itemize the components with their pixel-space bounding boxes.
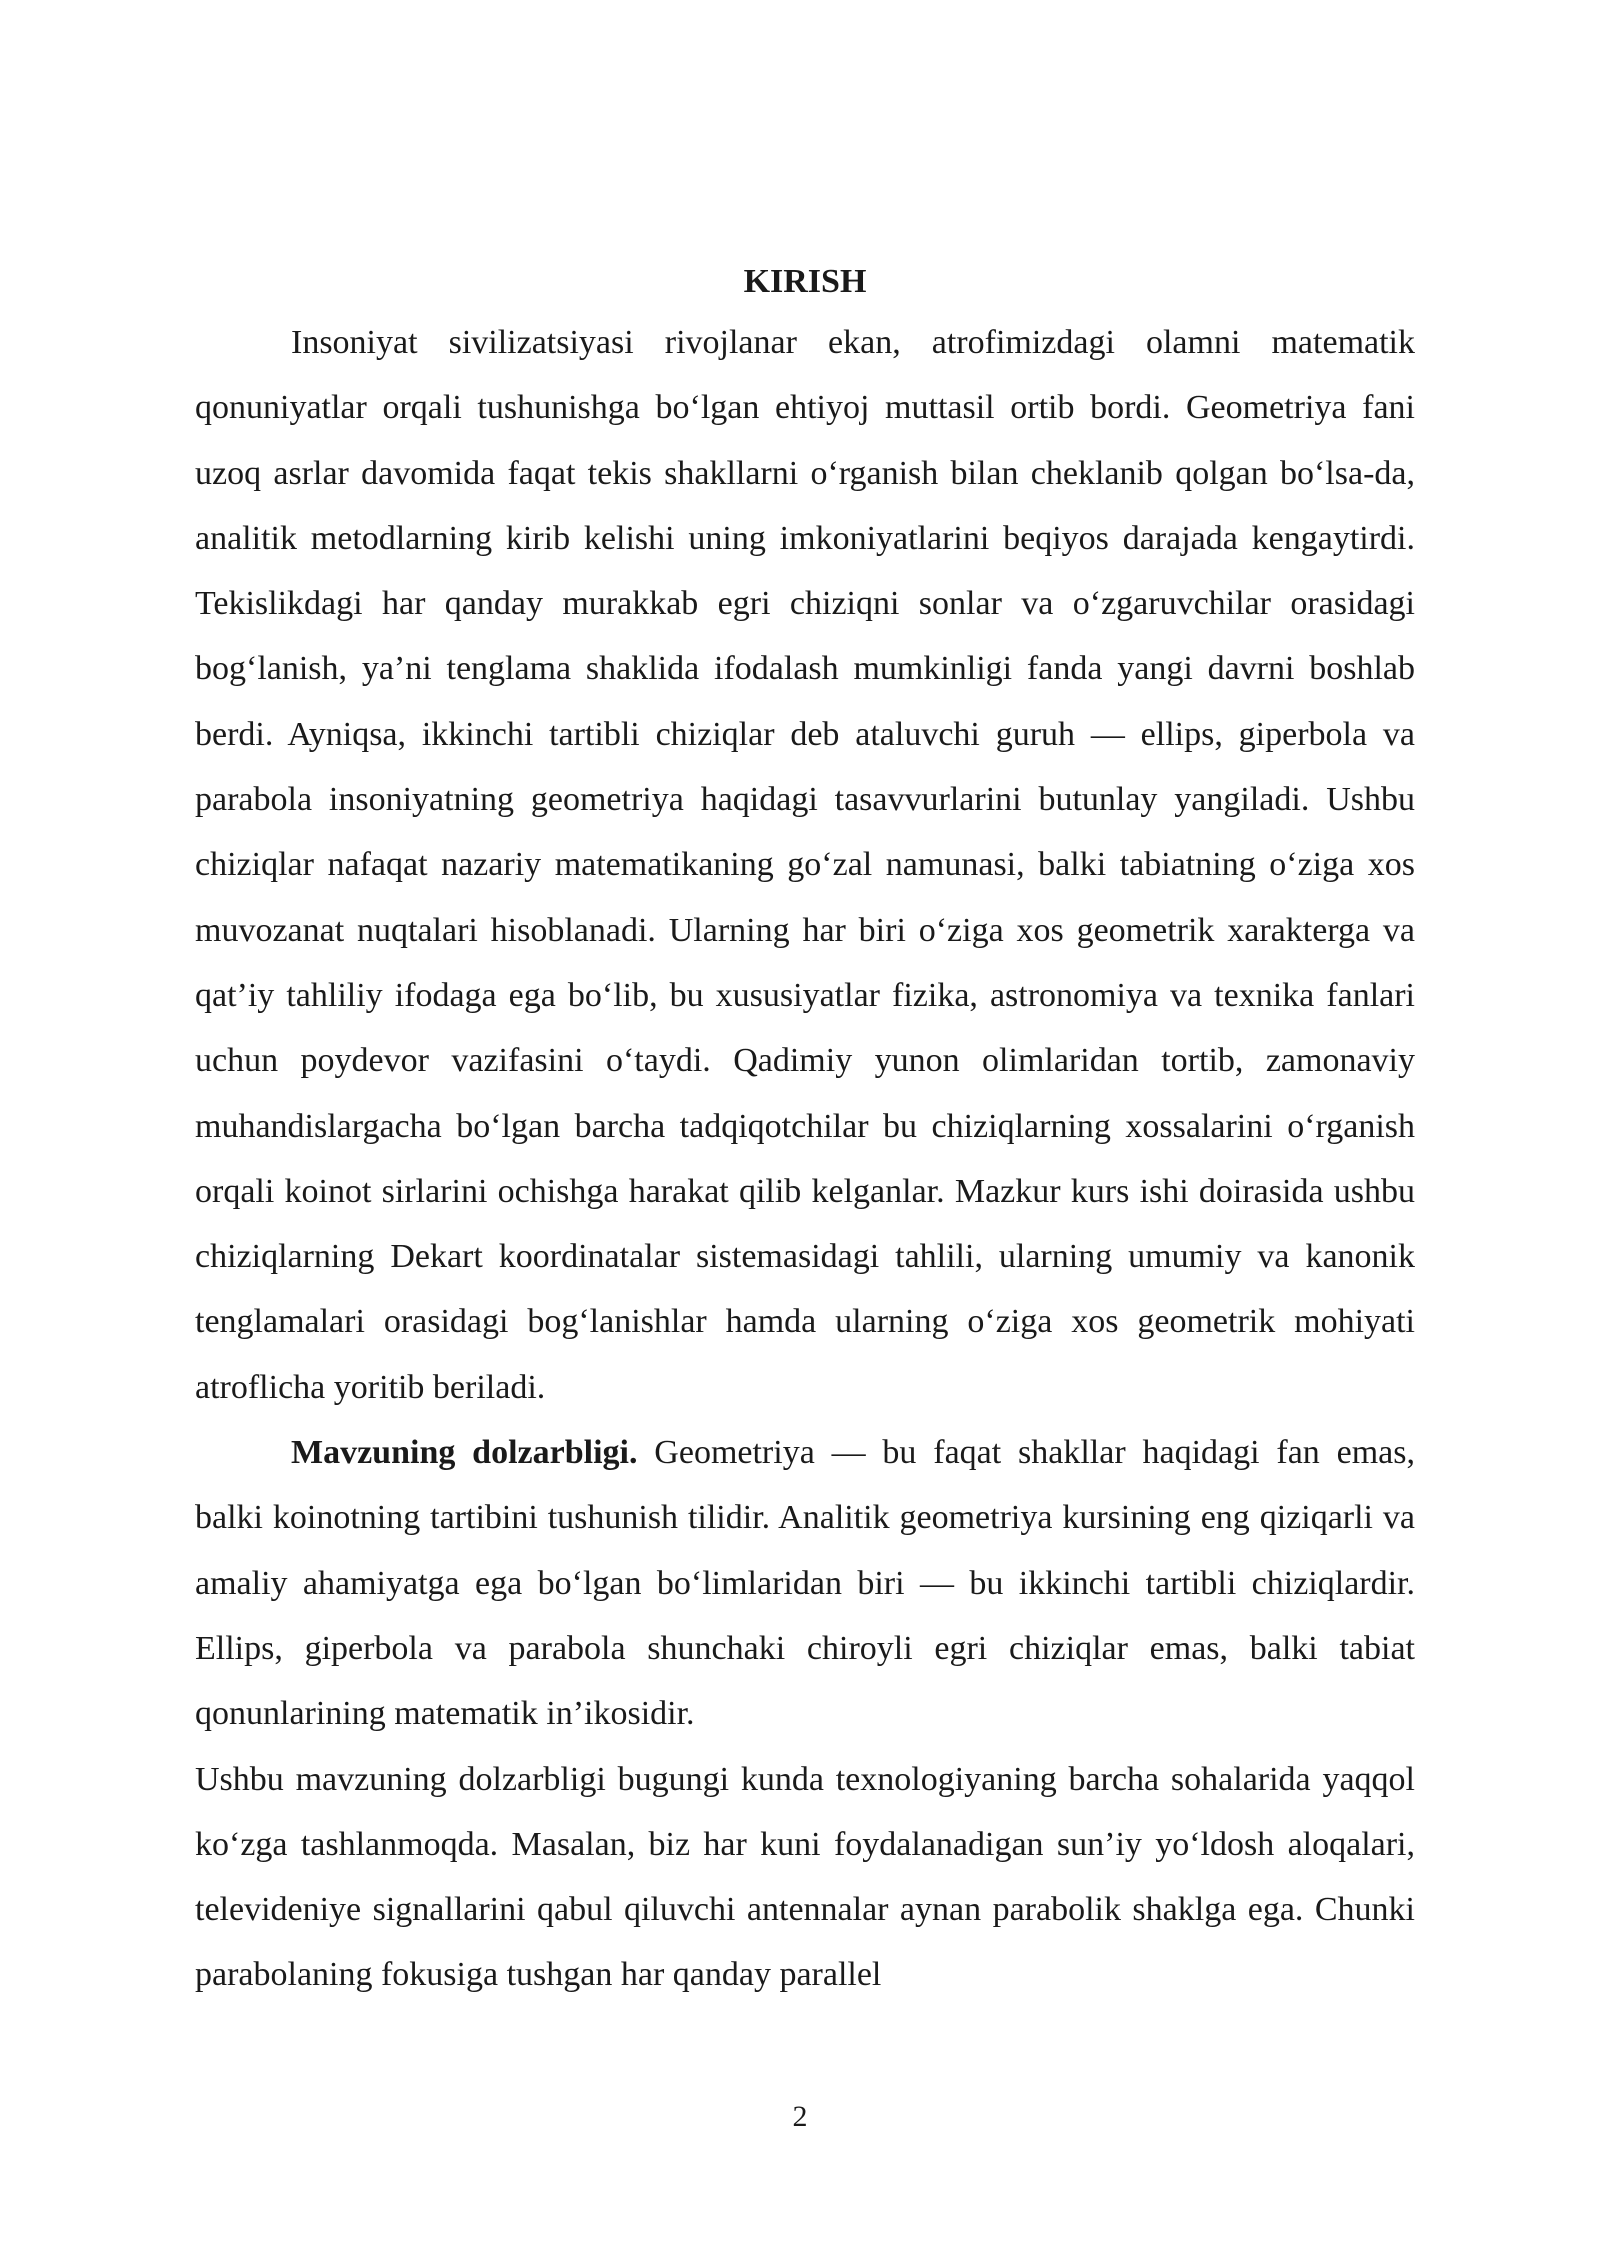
intro-paragraph: Insoniyat sivilizatsiyasi rivojlanar ekan, atrofimizdagi olamni matematik qonuniyatlar orqali tushunishga bo‘lgan ehtiyoj muttasil ortib bordi. Geometriya fani uzoq asrlar davomida faqat tekis shakllarni o‘rganish bilan cheklanib qolgan bo‘lsa-da, analitik metodlarning kirib kelishi uning imkoniyatlarini beqiyos darajada kengaytirdi. Tekislikdagi har qanday murakkab egri chiziqni sonlar va o‘zgaruvchilar orasidagi bog‘lanish, ya’ni tenglama shaklida ifodalash mumkinligi fanda yangi davrni boshlab berdi. Ayniqsa, ikkinchi tartibli chiziqlar deb ataluvchi guruh — ellips, giperbola va parabola insoniyatning geometriya haqidagi tasavvurlarini butunlay yangiladi. Ushbu chiziqlar nafaqat nazariy matematikaning go‘zal namunasi, balki tabiatning o‘ziga xos muvozanat nuqtalari hisoblanadi. Ularning har biri o‘ziga xos geometrik xarakterga va qat’iy tahliliy ifodaga ega bo‘lib, bu xususiyatlar fizika, astronomiya va texnika fanlari uchun poydevor vazifasini o‘taydi. Qadimiy yunon olimlaridan tortib, zamonaviy muhandislargacha bo‘lgan barcha tadqiqotchilar bu chiziqlarning xossalarini o‘rganish orqali koinot sirlarini ochishga harakat qilib kelganlar. Mazkur kurs ishi doirasida ushbu chiziqlarning Dekart koordinatalar sistemasidagi tahlili, ularning umumiy va kanonik tenglamalari orasidagi bog‘lanishlar hamda ularning o‘ziga xos geometrik mohiyati atroflicha yoritib beriladi. (195, 324, 1415, 1406)
page-number: 2 (792, 2100, 808, 2133)
relevance-paragraph (195, 1420, 1415, 1746)
continuation-paragraph: Ushbu mavzuning dolzarbligi bugungi kunda texnologiyaning barcha sohalarida yaqqol ko‘zga tashlanmoqda. Masalan, biz har kuni foydalanadigan sun’iy yo‘ldosh aloqalari, televideniye signallarini qabul qiluvchi antennalar aynan parabolik shaklga ega. Chunki parabolaning fokusiga tushgan har qanday parallel (195, 1760, 1415, 1994)
section-title: KIRISH (743, 263, 867, 300)
relevance-heading: Mavzuning dolzarbligi. (291, 1434, 638, 1472)
relevance-text: Geometriya — bu faqat shakllar haqidagi fan emas, balki koinotning tartibini tushunish tilidir. Analitik geometriya kursining eng qiziqarli va amaliy ahamiyatga ega bo‘lgan bo‘limlaridan biri — bu ikkinchi tartibli chiziqlardir. Ellips, giperbola va parabola shunchaki chiroyli egri chiziqlar emas, balki tabiat qonunlarining matematik in’ikosidir. (195, 1434, 1415, 1733)
document-page (195, 258, 1415, 2008)
